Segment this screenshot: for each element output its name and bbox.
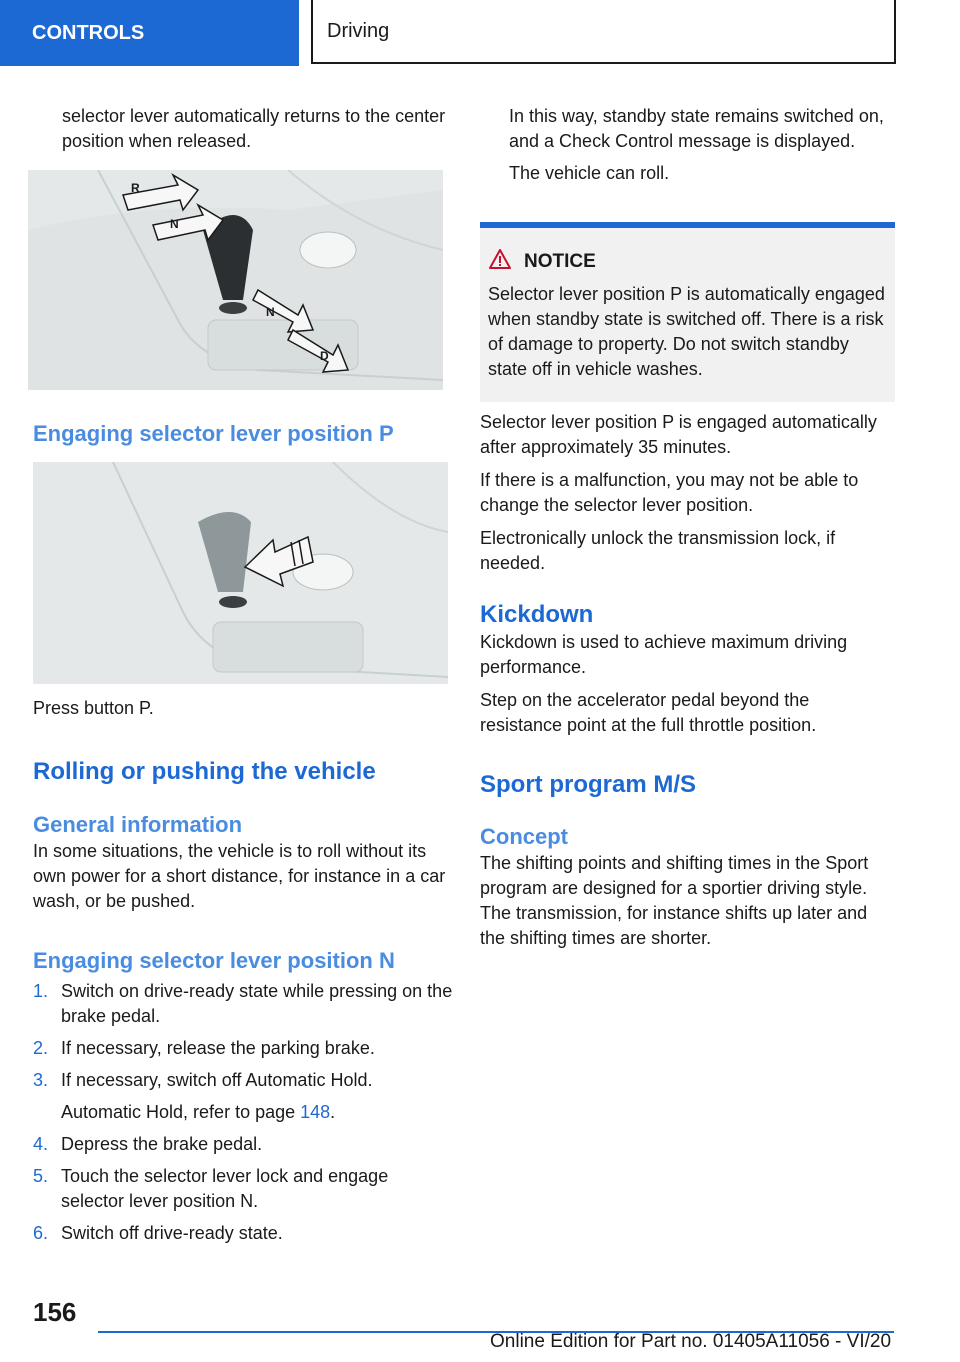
- standby-text: In this way, standby state remains switched on, and a Check Control message is displayed.: [509, 106, 884, 151]
- heading-engage-n: Engaging selector lever position N: [33, 948, 395, 973]
- page-reference-link[interactable]: 148: [300, 1102, 331, 1122]
- paragraph-unlock: Electronically unlock the transmission lock, if needed.: [480, 528, 836, 573]
- step-3-note: Automatic Hold, refer to page 148.: [61, 1102, 336, 1122]
- diagram-label-n2: N: [266, 305, 275, 319]
- section-tab: [0, 0, 299, 66]
- list-item: 5. Touch the selector lever lock and engage selector lever position N.: [33, 1166, 389, 1211]
- edition-text: Online Edition for Part no. 01405A11056 - VI/20: [490, 1331, 892, 1352]
- press-button-p-text: Press button P.: [33, 698, 154, 718]
- button-p-image: [33, 462, 448, 684]
- heading-general-info: General information: [33, 812, 243, 837]
- chapter-tab: [311, 0, 896, 64]
- list-item: 3. If necessary, switch off Automatic Hold. Automatic Hold, refer to page 148.: [33, 1068, 453, 1125]
- kickdown-text-2: Step on the accelerator pedal beyond the resistance point at the full throttle position.: [480, 690, 817, 735]
- list-item: 1. Switch on drive-ready state while pressing on the brake pedal.: [33, 981, 453, 1026]
- notice-title: NOTICE: [524, 251, 596, 272]
- diagram-label-r: R: [131, 181, 140, 195]
- heading-kickdown: Kickdown: [480, 601, 594, 628]
- list-item: 2. If necessary, release the parking brake.: [33, 1038, 375, 1058]
- diagram-label-d: D: [320, 349, 329, 363]
- intro-paragraph: selector lever automatically returns to the center position when released.: [62, 106, 446, 151]
- kickdown-text-1: Kickdown is used to achieve maximum driving performance.: [480, 632, 848, 677]
- notice-text: Selector lever position P is automatically engaged when standby state is switched off. There is a risk of damage to property. Do not switch standby state off in vehicle washes.: [488, 284, 885, 379]
- page-number: 156: [33, 1297, 77, 1327]
- notice-box: [480, 222, 895, 402]
- roll-text: The vehicle can roll.: [509, 163, 670, 183]
- general-info-text: In some situations, the vehicle is to roll without its own power for a short distance, for instance in a car wash, or be pushed.: [33, 841, 446, 911]
- diagram-label-n1: N: [170, 217, 179, 231]
- paragraph-malfunction: If there is a malfunction, you may not be able to change the selector lever position.: [480, 470, 859, 515]
- heading-rolling: Rolling or pushing the vehicle: [33, 758, 376, 785]
- concept-text: The shifting points and shifting times in the Sport program are designed for a sportier driving style. The transmission, for instance shifts up later and the shifting times are shorter.: [480, 853, 869, 948]
- list-item: 4. Depress the brake pedal.: [33, 1134, 263, 1154]
- list-item: 6. Switch off drive-ready state.: [33, 1223, 283, 1243]
- chapter-title: Driving: [327, 19, 390, 42]
- heading-sport-program: Sport program M/S: [480, 771, 697, 798]
- selector-lever-diagram-image: [28, 170, 443, 390]
- heading-engage-p: Engaging selector lever position P: [33, 421, 394, 446]
- warning-icon: [488, 248, 512, 276]
- section-title: CONTROLS: [32, 21, 145, 44]
- paragraph-auto-p: Selector lever position P is engaged automatically after approximately 35 minutes.: [480, 412, 877, 457]
- steps-list: [33, 979, 453, 1246]
- heading-concept: Concept: [480, 824, 568, 849]
